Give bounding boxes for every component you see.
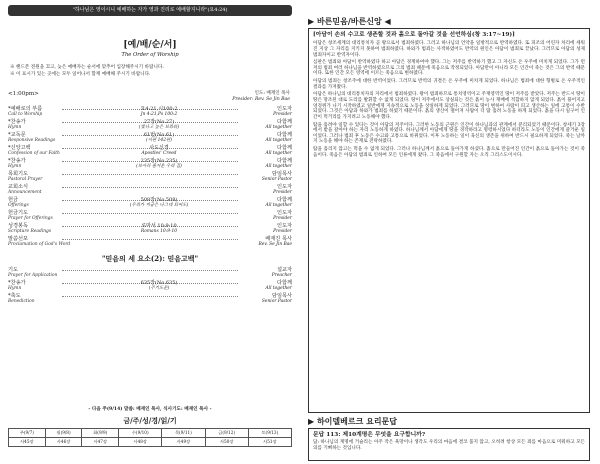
order-item-reference-sub: Romans 10:9-10 (140, 229, 178, 234)
order-item-leader-sub: Presider (273, 216, 292, 221)
bible-reading-calendar (8, 417, 292, 447)
order-item-title: 성경봉독 (8, 223, 29, 229)
order-item-leader: 다함께 (276, 197, 292, 203)
calendar-reading: 사47장 (82, 437, 119, 446)
order-row (8, 184, 292, 197)
calendar-reading: 사48장 (119, 437, 162, 446)
top-verse-banner: "하나님은 영이시니 예배하는 자가 영과 진리로 예배할지니라"(요4:24) (8, 5, 292, 16)
dotted-leader (62, 239, 238, 240)
calendar-day: 토(9/13) (248, 428, 291, 437)
order-item-subtitle: Hymn (8, 125, 22, 130)
catechism-box (308, 428, 590, 461)
order-item-title: *찬송가 (8, 119, 26, 125)
order-item-reference: 요4:21,시100:2 (140, 106, 178, 112)
catechism-question: 문답 113: 제10계명은 무엇을 요구합니까? (313, 432, 426, 438)
order-item-subtitle: Announcement (8, 190, 42, 195)
order-item-reference-sub: (주기도문) (148, 285, 170, 291)
order-item-leader-sub: All together (265, 125, 292, 130)
article-title: [아담이 손의 수고로 생존할 것과 흙으로 돌아갈 것을 선언하심(창 3:17~19)] (313, 32, 515, 38)
order-item-subtitle: Scripture Readings (8, 229, 52, 234)
leader-en: Presider: Rev. Se Jin Bae (232, 96, 290, 102)
order-row (8, 119, 292, 132)
order-item-title: *찬송가 (8, 279, 26, 286)
calendar-day: 화(9/9) (82, 428, 119, 437)
order-item-subtitle: Offerings (8, 203, 29, 208)
calendar-day: 수(9/10) (119, 428, 162, 437)
order-row (8, 158, 292, 171)
calendar-title: 금/주/성/경/읽/기 (123, 416, 177, 425)
calendar-day: 월(9/8) (45, 428, 82, 437)
catechism-answer: 답: 하나님의 계명에 거슬리는 아주 작은 욕망이나 생각도 우리의 마음에 결코 품지 않고, 오히려 항상 모든 죄를 마음으로 미워하고 모든 의를 기뻐하는 것입니다. (313, 440, 585, 451)
order-item-reference-sub: (우리가 지금은 나그네 되어도) (129, 203, 189, 208)
service-time: <1:00pm> (8, 91, 39, 97)
calendar-reading: 사46장 (45, 437, 82, 446)
order-item-reference: 로마서 10:9-10 (141, 223, 177, 229)
order-row (8, 267, 292, 280)
article-paragraph: 땀을 흘리지 않고는 먹을 수 없게 되었다. 그러나 하나님께서 흙으로 돌아가게 하셨다. 흙으로 만들어진 인간이 흙으로 돌아가는 것이 죽음이다. 죽음은 아담의 범죄로 인하여 모든 인류에게 왔다. 그 죽음에서 구원할 자는 오직 그리스도이시다. (313, 147, 585, 158)
order-row (8, 210, 292, 223)
order-item-title: 헌금 (8, 197, 19, 203)
order-item-leader-sub: Presider (273, 112, 292, 117)
next-week-note: - 다음 주(9/14) 말씀: 배재인 목사, 식사기도: 배재인 목사 - (88, 407, 212, 412)
order-row (8, 171, 292, 184)
calendar-reading: 사50장 (205, 437, 248, 446)
order-row (8, 145, 292, 158)
order-item-leader-sub: All together (265, 151, 292, 156)
page-title: [예/배/순/서] (123, 40, 177, 50)
article-box (308, 28, 590, 413)
order-item-leader-sub: Rev. Se Jin Bae (258, 242, 292, 247)
order-item-leader-sub: All together (265, 138, 292, 143)
order-item-title: *찬송가 (8, 158, 26, 164)
order-item-title: 말씀선포 (8, 236, 29, 242)
order-item-title: *교독문 (8, 132, 26, 138)
order-row (8, 106, 292, 119)
section1-title: ▶ 바른믿음/바른신앙 ◀ (308, 16, 391, 26)
order-of-worship (8, 106, 292, 306)
order-item-leader: 다함께 (276, 119, 292, 125)
order-item-reference-sub: Jn 4:21,Ps 100:2 (140, 112, 178, 117)
calendar-day: 주(9/7) (9, 428, 46, 437)
order-item-reference-sub: Apostles' Creed (141, 151, 177, 156)
dotted-leader (62, 270, 238, 271)
section2-header (308, 416, 592, 426)
calendar-reading: 사51장 (248, 437, 291, 446)
order-row (8, 223, 292, 236)
calendar-reading: 사45장 (9, 437, 46, 446)
article-paragraph: 아담의 범죄는 창조주에 대한 반역이었다. 그러므로 반역의 귀결은 온 우주에 미치게 되었다. 하나님은 법죄에 대한 형벌로 온 우주적인 결과를 가져왔다. (313, 79, 585, 90)
order-item-leader: 다함께 (276, 145, 292, 151)
calendar-table (8, 428, 292, 447)
dotted-leader (62, 213, 238, 214)
order-item-leader: 배재진 목사 (265, 236, 292, 242)
order-row (8, 293, 292, 306)
article-paragraph: 아담은 창조세계의 대리통치자 곧 왕으로서 범죄하였다. 그러고 하나님의 언약을 일방적으로 반역하였다. 또 피조의 어린자 차리에 세워진 지상 그 자리를 지키지 못하여 범죄하였다. 하와가 범죄는 사적하였어도 반역의 원인은 아담이 범죄로 끝났다. 그러므로 아담의 성제 범죄자이고 반역자이다. (313, 41, 585, 58)
order-item-reference: 사도신경 (149, 145, 169, 151)
sermon-title: "믿음의 세 요소(2): 믿음고백" (101, 254, 199, 263)
order-item-leader-sub: All together (265, 285, 292, 291)
order-item-leader: 인도자 (276, 106, 292, 112)
dotted-leader (62, 187, 238, 188)
order-item-title: 교회소식 (8, 184, 29, 190)
order-item-title: *축도 (8, 292, 21, 299)
article-paragraph: 심판은 범죄와 아담이 반역하였다 하고 아담은 경계하여야 했다. 그는 저주를 반역하기 했고 그 자신도 온 우주에 미치게 되었다. 그가 먼저의 범죄 여러 하나님을 반역하였으므로 그의 법죄 때문에 죽음으로 작정되었다. 아담만이 아니라 모든 인간이 죽는 것은 그의 반역 때문이다. 또한 인간 모든 영역에 이르는 죽음으로 변하였다. (313, 60, 585, 77)
order-item-leader: 설교자 (276, 266, 292, 273)
order-item-title: *신앙고백 (8, 145, 31, 151)
article-paragraph: 땀을 흘려야 일할 수 있다는 것이 아담의 저주이다. 그러한 노동의 근원은 인간이 하나님과의 관계에서 분리되었기 때문이다. 창세기 3장에서 밭을 갈아야 하는 자리 노동하게 하였다. 하나님께서 아담에게 땅을 경작하라고 명령하시었다 하더라도 노동이 인간에게 즐거운 일이었다. 그러나 범죄 후 노동은 수고와 고통으로 바뀌었다. 이후 노동하는 일이 육신의 생존을 위하여 반드시 필요하게 되었다. 죽는 날까지 노동을 해야 하는 존재로 전락하였다. (313, 122, 585, 145)
order-item-reference-sub: (보아라 즐거운 우리 집) (136, 164, 182, 169)
dotted-leader (62, 296, 238, 297)
order-item-reference-sub: (시편 142편) (146, 138, 172, 143)
note-2: ※ 이 표시가 있는 곳에는 모두 일어나서 함께 예배해 주시기 바랍니다. (10, 71, 151, 77)
order-item-title: *예배로의 부름 (8, 106, 43, 112)
order-item-leader: 담임목사 (271, 171, 292, 177)
order-item-title: 헌금기도 (8, 210, 29, 216)
order-item-reference: 27장(No.27) (143, 119, 175, 125)
page-subtitle: The Order of Worship (121, 52, 179, 58)
section2-title: ▶ 하이델베르크 요리문답 (308, 416, 398, 426)
order-item-leader: 다함께 (276, 132, 292, 138)
order-item-subtitle: Confession of our Faith (8, 151, 60, 156)
calendar-day: 목(9/11) (162, 428, 205, 437)
order-row (8, 236, 292, 249)
order-row (8, 280, 292, 293)
notes (10, 65, 292, 78)
calendar-reading: 사49장 (162, 437, 205, 446)
right-page (300, 0, 600, 464)
order-item-leader-sub: All together (265, 164, 292, 169)
section1-header (308, 16, 592, 26)
order-item-title: 기도 (8, 266, 19, 273)
order-item-leader: 인도자 (276, 184, 292, 190)
order-item-subtitle: Hymn (8, 285, 22, 291)
order-item-subtitle: Proclamation of God's Word (8, 242, 71, 247)
order-item-reference: 235장(No.235) (140, 158, 178, 164)
order-item-reference-sub: (빛나고 높은 보좌와) (138, 125, 180, 130)
leader: 인도: 배재인 목사 (254, 91, 290, 96)
order-item-subtitle: Call to Worship (8, 112, 43, 117)
order-item-leader: 다함께 (276, 279, 292, 286)
order-item-title: 목회기도 (8, 171, 29, 177)
calendar-day: 금(9/12) (205, 428, 248, 437)
order-item-leader-sub: Senior Pastor (261, 298, 292, 304)
order-item-leader: 다함께 (276, 158, 292, 164)
order-row (8, 197, 292, 210)
order-item-subtitle: Responsive Readings (8, 138, 56, 143)
order-item-subtitle: Prayer for Application (8, 272, 58, 278)
order-item-reference: 635장(No.635) (140, 279, 178, 286)
order-item-leader-sub: Presider (273, 229, 292, 234)
order-item-leader-sub: Presider (273, 190, 292, 195)
order-item-leader: 인도자 (276, 223, 292, 229)
order-item-leader: 담임목사 (271, 292, 292, 299)
order-item-leader-sub: Senior Pastor (261, 177, 292, 182)
order-item-subtitle: Pastoral Prayer (8, 177, 43, 182)
order-item-subtitle: Prayer for Offerings (8, 216, 53, 221)
order-item-leader-sub: All together (265, 203, 292, 208)
article-paragraph: 아담은 하나님의 대리통치자의 자리에서 범죄하였다. 왕이 범죄하므로 통치영역이고 주재영역인 땅이 저주를 받았다. 저주는 반드시 땅이 땅은 망조된 대로 도리를 발휘할 수 없게 되었다. 땅이 저주에서도 상실되는 것은 흙이 농사 재배에 적합하지 않게 되었다. 흙이 풀어지고 엉겅퀴가 나기 시작하였고 일반에게 지속적으로 노동을 상실하게 되었다. 그러므로 땅이 변하여 사람이 피고 생산하는 일에 고통이 수반되었다. 그것은 아담과 하와가 범죄를 하였기 때문이다. 흙의 생산이 떨어져 사람이 더 땀 흘려 노동을 하게 되었다. 흙을 다시 일구어 인간이 먹거리를 가지려고 노동해야 했다. (313, 92, 585, 120)
note-1: ※ 핸드폰 전원을 끄고, 늦은 예배자는 순서에 맞추어 입장해주시기 바랍니다. (10, 65, 164, 70)
order-item-reference: 61번(No.61) (143, 132, 175, 138)
order-item-subtitle: Benediction (8, 298, 35, 304)
order-item-subtitle: Hymn (8, 164, 22, 169)
order-item-reference: 508장(No.508) (140, 197, 178, 203)
dotted-leader (62, 174, 238, 175)
order-item-leader: 인도자 (276, 210, 292, 216)
leader-block (232, 91, 290, 102)
order-item-leader-sub: Preacher (271, 272, 292, 278)
order-row (8, 132, 292, 145)
